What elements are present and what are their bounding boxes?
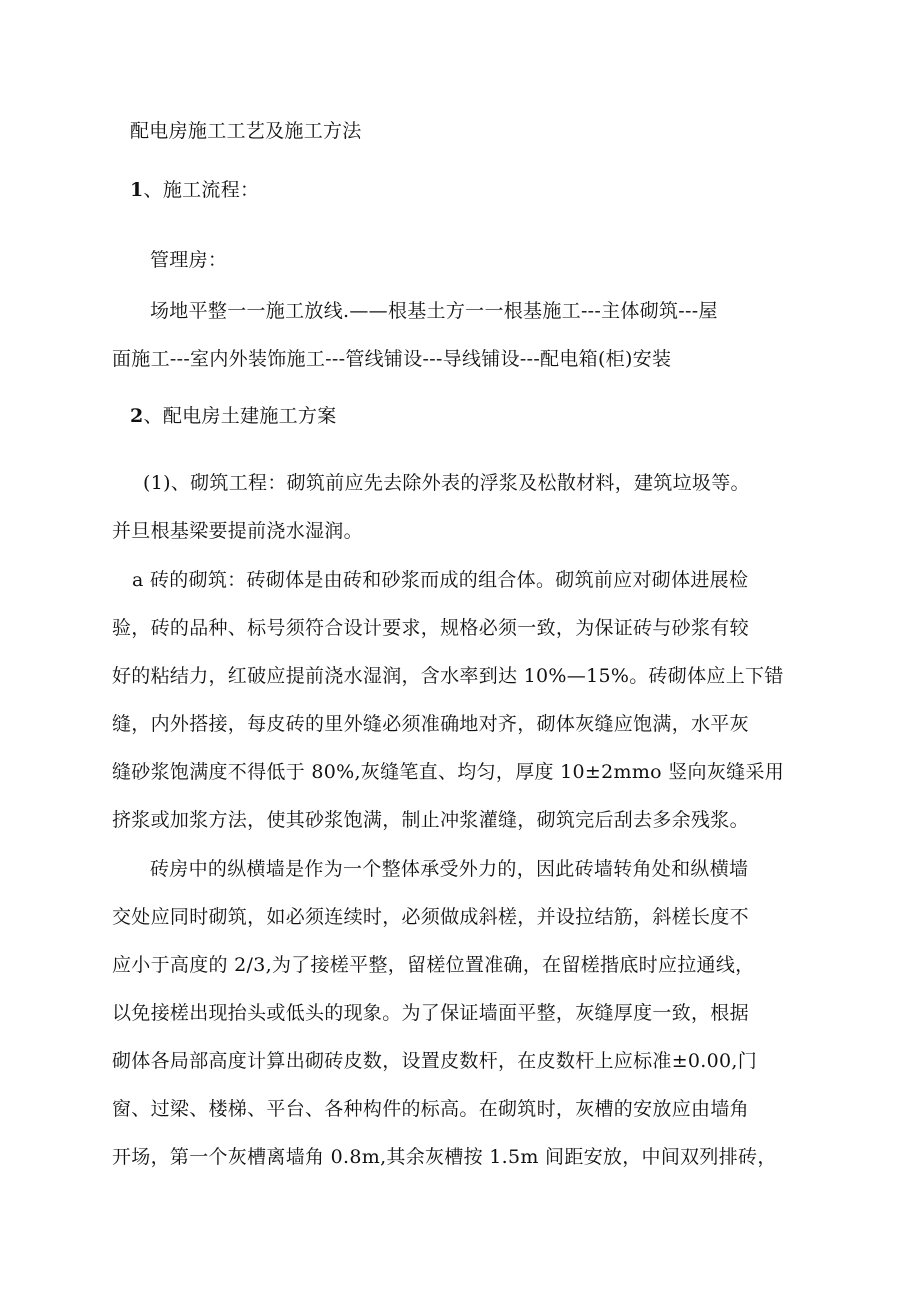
paragraph-3-line: 应小于高度的 2/3,为了接槎平整，留槎位置准确，在留槎揩底时应拉通线， (112, 954, 755, 976)
section-2-number: 2 (130, 405, 144, 427)
paragraph-3-line: 开场，第一个灰槽离墙角 0.8m,其余灰槽按 1.5m 间距安放，中间双列排砖， (112, 1146, 777, 1168)
flow-line-1: 场地平整一一施工放线.——根基土方一一根基施工---主体砌筑---屋 (150, 300, 718, 322)
paragraph-3-line: 交处应同时砌筑，如必须连续时，必须做成斜槎，并设拉结筋，斜槎长度不 (112, 906, 749, 928)
paragraph-2-line: 缝，内外搭接，每皮砖的里外缝必须准确地对齐，砌体灰缝应饱满，水平灰 (112, 713, 749, 735)
subheading-management-room: 管理房： (150, 249, 228, 271)
section-2-heading (130, 403, 830, 429)
section-1-title: 、施工流程： (143, 179, 260, 201)
section-2-title: 、配电房土建施工方案 (143, 405, 337, 427)
paragraph-2-line: 缝砂浆饱满度不得低于 80%,灰缝笔直、均匀，厚度 10±2mmo 竖向灰缝采用 (112, 761, 785, 783)
paragraph-2-line: 验，砖的品种、标号须符合设计要求，规格必须一致，为保证砖与砂浆有较 (112, 617, 749, 639)
paragraph-2-line: 挤浆或加浆方法，使其砂浆饱满，制止冲浆灌缝，砌筑完后刮去多余残浆。 (112, 809, 749, 831)
section-1-heading (130, 177, 830, 203)
paragraph-3-line: 砌体各局部高度计算出砌砖皮数，设置皮数杆，在皮数杆上应标准±0.00,门 (112, 1050, 758, 1072)
paragraph-1-line-2: 并旦根基梁要提前浇水湿润。 (112, 520, 363, 542)
paragraph-2-line: 好的粘结力，红破应提前浇水湿润，含水率到达 10%—15%。砖砌体应上下错 (112, 665, 784, 687)
paragraph-3-line: 窗、过梁、楼梯、平台、各种构件的标高。在砌筑时，灰槽的安放应由墙角 (112, 1098, 749, 1120)
paragraph-3-line: 砖房中的纵横墙是作为一个整体承受外力的，因此砖墙转角处和纵横墙 (150, 858, 749, 880)
paragraph-3-line: 以免接槎出现抬头或低头的现象。为了保证墙面平整，灰缝厚度一致，根据 (112, 1002, 749, 1024)
flow-line-2: 面施工---室内外装饰施工---管线铺设---导线铺设---配电箱(柜)安装 (112, 348, 672, 370)
document-title: 配电房施工工艺及施工方法 (130, 120, 362, 142)
paragraph-1-line-1: (1)、砌筑工程：砌筑前应先去除外表的浮浆及松散材料，建筑垃圾等。 (143, 472, 750, 494)
section-1-number: 1 (130, 179, 144, 201)
paragraph-2-line: a 砖的砌筑：砖砌体是由砖和砂浆而成的组合体。砌筑前应对砌体进展检 (132, 569, 749, 591)
